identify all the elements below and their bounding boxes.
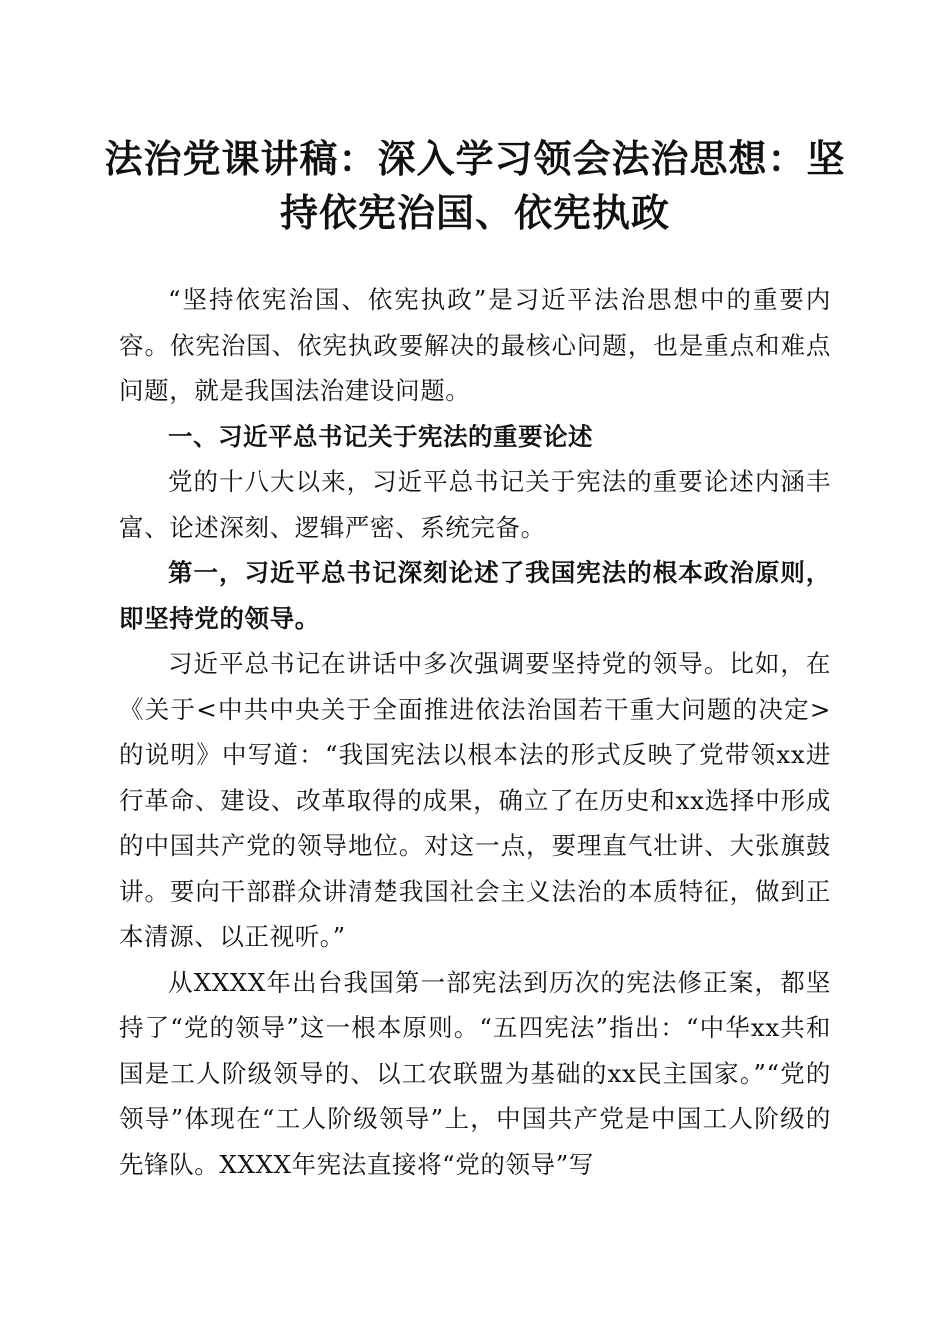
document-title: 法治党课讲稿：深入学习领会法治思想：坚持依宪治国、依宪执政: [104, 136, 846, 235]
body-paragraph: 从XXXX年出台我国第一部宪法到历次的宪法修正案，都坚持了“党的领导”这一根本原则。“五四宪法”指出：“中华xx共和国是工人阶级领导的、以工农联盟为基础的xx民主国家。”“党的领导”体现在“工人阶级领导”上，中国共产党是中国工人阶级的先锋队。XXXX年宪法直接将“党的领导”写: [119, 967, 831, 1179]
section-heading-1: 一、习近平总书记关于宪法的重要论述: [168, 421, 593, 451]
document-body: [119, 277, 831, 1187]
body-paragraph: 习近平总书记在讲话中多次强调要坚持党的领导。比如，在《关于<中共中央关于全面推进依法治国若干重大问题的决定>的说明》中写道：“我国宪法以根本法的形式反映了党带领xx进行革命、建设、改革取得的成果，确立了在历史和xx选择中形成的中国共产党的领导地位。对这一点，要理直气壮讲、大张旗鼓讲。要向干部群众讲清楚我国社会主义法治的本质特征，做到正本清源、以正视听。”: [119, 649, 831, 951]
intro-paragraph: “坚持依宪治国、依宪执政”是习近平法治思想中的重要内容。依宪治国、依宪执政要解决的最核心问题，也是重点和难点问题，就是我国法治建设问题。: [119, 285, 831, 405]
body-paragraph: 党的十八大以来，习近平总书记关于宪法的重要论述内涵丰富、论述深刻、逻辑严密、系统完备。: [119, 467, 831, 542]
point-heading-1: 第一，习近平总书记深刻论述了我国宪法的根本政治原则，即坚持党的领导。: [119, 558, 831, 633]
